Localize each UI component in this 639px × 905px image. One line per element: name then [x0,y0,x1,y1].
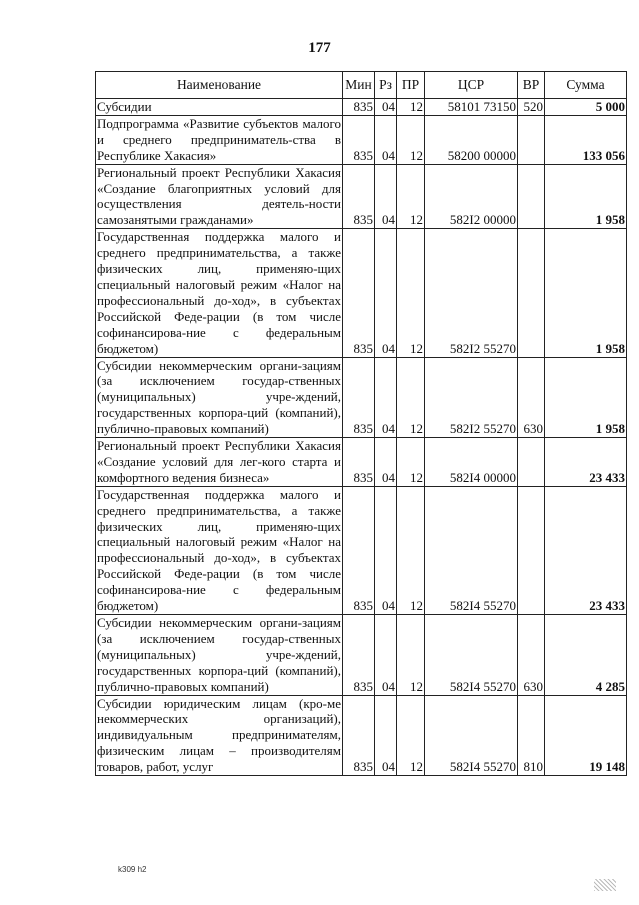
row-sum: 23 433 [545,438,627,487]
row-sum: 19 148 [545,695,627,776]
row-min: 835 [343,486,375,614]
budget-table [95,71,627,776]
row-vr: 810 [518,695,545,776]
row-sum: 133 056 [545,115,627,164]
row-rz: 04 [375,695,397,776]
row-vr: 520 [518,99,545,116]
header-csr: ЦСР [425,72,518,99]
row-sum: 4 285 [545,615,627,696]
row-csr: 58101 73150 [425,99,518,116]
row-sum: 5 000 [545,99,627,116]
row-pr: 12 [397,229,425,357]
row-pr: 12 [397,115,425,164]
table-row [96,229,627,357]
table-row [96,99,627,116]
row-csr: 582I4 55270 [425,695,518,776]
row-name: Субсидии некоммерческим органи-зациям (за исключением государ-ственных (муниципальных) учре-ждений, государственных корпора-ций (компаний), публично-правовых компаний) [97,615,341,694]
row-pr: 12 [397,486,425,614]
header-vr: ВР [518,72,545,99]
header-min: Мин [343,72,375,99]
row-csr: 582I4 00000 [425,438,518,487]
row-name: Субсидии [96,99,343,116]
row-csr: 58200 00000 [425,115,518,164]
row-vr [518,438,545,487]
row-vr [518,115,545,164]
row-min: 835 [343,357,375,438]
row-name: Государственная поддержка малого и среднего предпринимательства, а также физических лиц, применяю-щих специальный налоговый режим «Налог на профессиональный до-ход», в субъектах Российской Феде-рации (в том числе софинансирова-ние с федеральным бюджетом) [97,229,341,356]
row-min: 835 [343,229,375,357]
row-name: Субсидии юридическим лицам (кро-ме некоммерческих организаций), индивидуальным предпринимателям, физическим лицам – производителям товаров, работ, услуг [97,695,341,775]
row-name: Региональный проект Республики Хакасия «Создание условий для лег-кого старта и комфортного ведения бизнеса» [97,438,341,485]
table-header-row [96,72,627,99]
row-min: 835 [343,615,375,696]
table-row [96,695,627,776]
table-row [96,438,627,487]
header-pr: ПР [397,72,425,99]
row-name: Субсидии некоммерческим органи-зациям (за исключением государ-ственных (муниципальных) учре-ждений, государственных корпора-ций (компаний), публично-правовых компаний) [97,357,341,437]
row-rz: 04 [375,438,397,487]
header-sum: Сумма [545,72,627,99]
footer-code: k309 h2 [118,865,147,874]
page-number: 177 [308,40,331,56]
row-pr: 12 [397,164,425,229]
row-vr: 630 [518,615,545,696]
scan-artifact [594,879,616,891]
table-row [96,357,627,438]
row-name: Государственная поддержка малого и среднего предпринимательства, а также физических лиц, применяю-щих специальный налоговый режим «Налог на профессиональный до-ход», в субъектах Российской Феде-рации (в том числе софинансирова-ние с федеральным бюджетом) [97,486,341,614]
row-csr: 582I2 55270 [425,357,518,438]
row-rz: 04 [375,115,397,164]
row-rz: 04 [375,229,397,357]
row-vr [518,229,545,357]
row-min: 835 [343,695,375,776]
row-sum: 23 433 [545,486,627,614]
row-name: Подпрограмма «Развитие субъектов малого и среднего предприниматель-ства в Республике Хакасия» [97,115,341,163]
table-row [96,486,627,614]
row-name: Региональный проект Республики Хакасия «Создание благоприятных условий для осуществления деятель-ности самозанятыми гражданами» [97,164,341,228]
table-row [96,164,627,229]
row-rz: 04 [375,357,397,438]
row-vr: 630 [518,357,545,438]
row-csr: 582I4 55270 [425,615,518,696]
row-csr: 582I2 00000 [425,164,518,229]
row-vr [518,486,545,614]
row-rz: 04 [375,164,397,229]
row-pr: 12 [397,695,425,776]
row-sum: 1 958 [545,357,627,438]
header-rz: Рз [375,72,397,99]
row-min: 835 [343,164,375,229]
row-min: 835 [343,438,375,487]
table-row [96,615,627,696]
row-sum: 1 958 [545,164,627,229]
row-vr [518,164,545,229]
row-rz: 04 [375,615,397,696]
row-csr: 582I2 55270 [425,229,518,357]
row-pr: 12 [397,99,425,116]
row-csr: 582I4 55270 [425,486,518,614]
header-name: Наименование [96,72,343,99]
row-pr: 12 [397,357,425,438]
row-min: 835 [343,115,375,164]
row-pr: 12 [397,438,425,487]
table-row [96,115,627,164]
row-sum: 1 958 [545,229,627,357]
row-min: 835 [343,99,375,116]
row-rz: 04 [375,99,397,116]
row-rz: 04 [375,486,397,614]
row-pr: 12 [397,615,425,696]
